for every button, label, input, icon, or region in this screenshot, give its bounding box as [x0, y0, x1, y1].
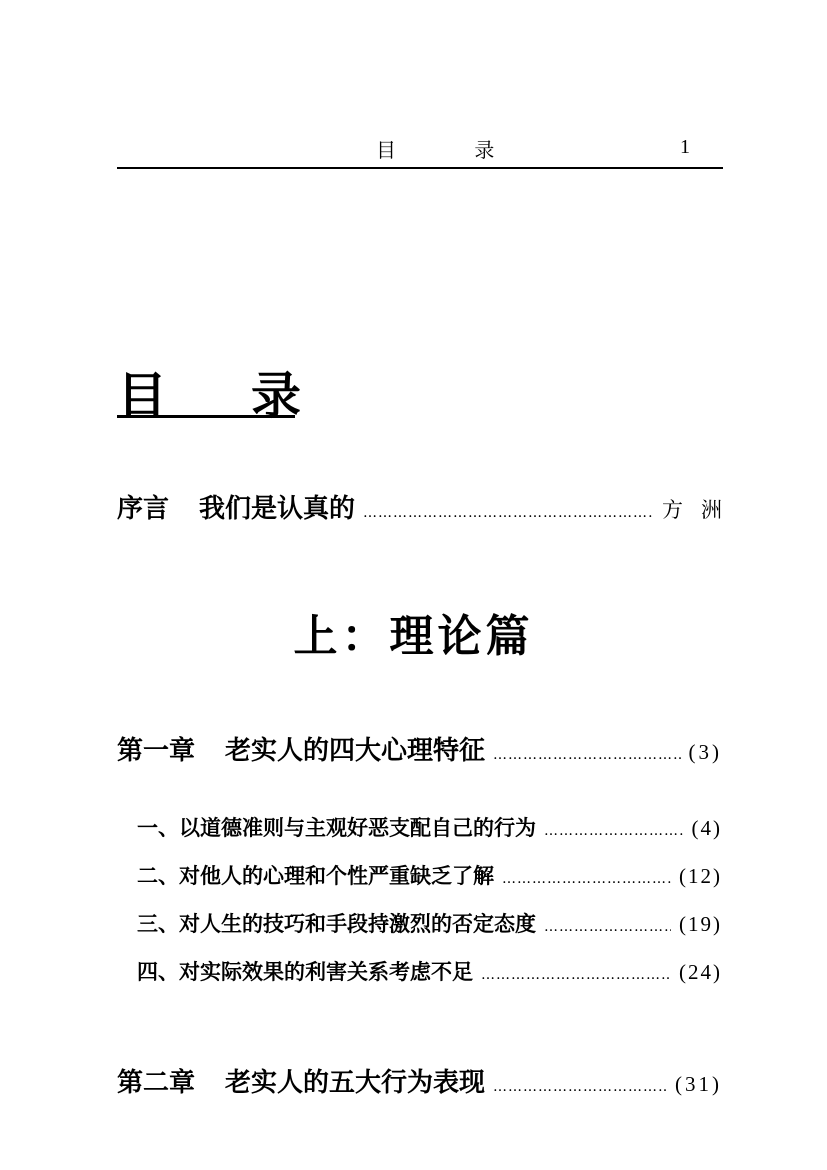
section-page: (4) — [691, 816, 722, 840]
dot-leader — [544, 823, 684, 839]
toc-entry-section[interactable] — [137, 908, 722, 938]
dot-leader — [493, 1079, 667, 1095]
preface-author: 方洲 — [662, 498, 740, 522]
dot-leader — [502, 871, 671, 887]
toc-entry-section[interactable] — [137, 860, 722, 890]
part-title: 上：理论篇 — [293, 611, 534, 662]
section-page: (24) — [679, 960, 722, 984]
chapter-label-group — [117, 730, 485, 767]
toc-title-underline — [117, 415, 295, 418]
preface-title: 我们是认真的 — [199, 494, 356, 524]
toc-entry-preface[interactable] — [117, 488, 740, 525]
section-title: 四、对实际效果的利害关系考虑不足 — [137, 960, 473, 984]
toc-entry-section[interactable] — [137, 812, 722, 842]
section-title: 三、对人生的技巧和手段持激烈的否定态度 — [137, 912, 536, 936]
toc-entry-chapter-1[interactable] — [117, 730, 722, 767]
section-title: 一、以道德准则与主观好恶支配自己的行为 — [137, 816, 536, 840]
section-page: (12) — [679, 864, 722, 888]
toc-entry-chapter-2[interactable] — [117, 1062, 722, 1099]
chapter-title: 老实人的五大行为表现 — [225, 1068, 486, 1098]
page-number: 1 — [680, 136, 690, 158]
toc-entry-section[interactable] — [137, 956, 722, 986]
header-rule — [117, 167, 723, 169]
dot-leader — [363, 505, 654, 521]
preface-label-group — [117, 488, 355, 525]
running-header-title: 目 录 — [376, 138, 531, 162]
chapter-number: 第二章 — [117, 1068, 196, 1098]
chapter-page: (3) — [688, 740, 722, 764]
chapter-number: 第一章 — [117, 736, 196, 766]
section-title: 二、对他人的心理和个性严重缺乏了解 — [137, 864, 494, 888]
dot-leader — [544, 919, 671, 935]
chapter-label-group — [117, 1062, 485, 1099]
dot-leader — [493, 747, 680, 763]
dot-leader — [481, 967, 671, 983]
chapter-title: 老实人的四大心理特征 — [225, 736, 486, 766]
toc-title-char-1: 目 — [117, 367, 167, 425]
chapter-page: (31) — [675, 1072, 722, 1096]
section-page: (19) — [679, 912, 722, 936]
preface-label: 序言 — [117, 494, 170, 524]
toc-title-char-2: 录 — [251, 367, 301, 425]
